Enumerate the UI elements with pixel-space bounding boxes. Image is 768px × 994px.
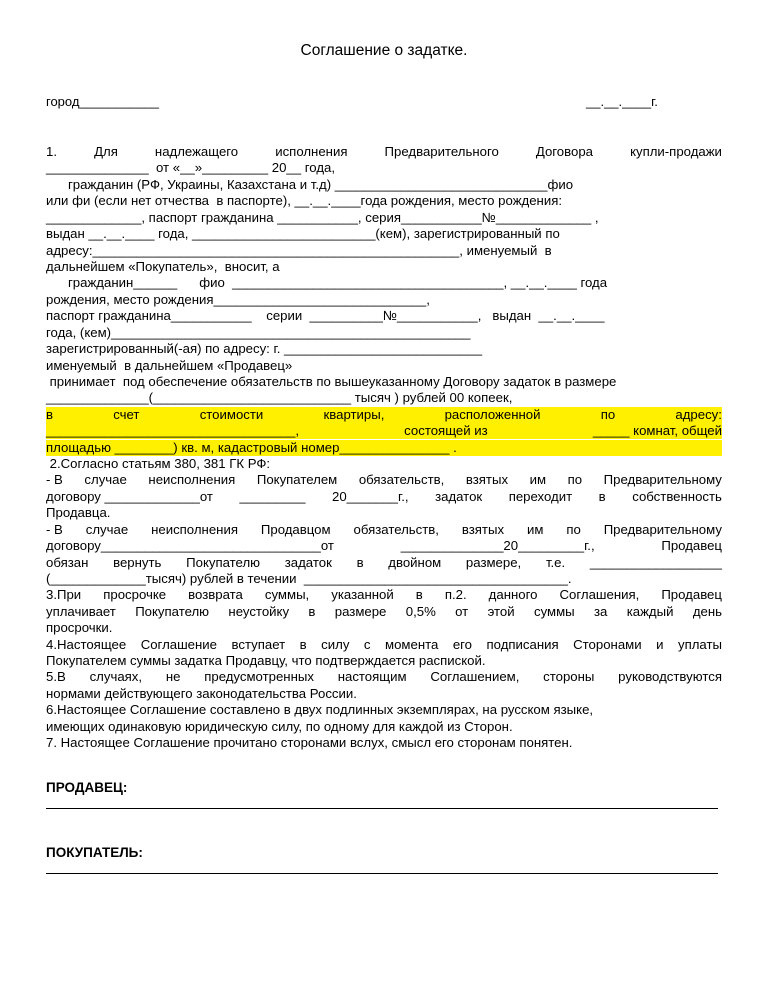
line-word: случае — [84, 472, 127, 488]
line-word: неустойку — [228, 603, 290, 619]
agreement-line — [46, 193, 722, 209]
agreement-line — [46, 440, 722, 456]
line-text: Продавца. — [46, 505, 111, 521]
agreement-line — [46, 243, 722, 259]
agreement-line — [46, 390, 722, 406]
agreement-line — [46, 489, 722, 505]
line-word: случае — [85, 521, 129, 537]
line-word: Сторонами — [573, 636, 642, 652]
line-word: расположенной — [444, 406, 541, 422]
line-text: или фи (если нет отчества в паспорте), __.__.____года рождения, место рождения: — [46, 193, 563, 209]
line-word: 4.Настоящее — [46, 636, 127, 652]
agreement-line — [46, 210, 722, 226]
line-word: взятых — [461, 521, 505, 537]
agreement-line — [46, 735, 722, 751]
agreement-line — [46, 358, 722, 374]
line-word: т.е. — [545, 554, 566, 570]
line-word: обязательств, — [353, 521, 439, 537]
line-word: - В — [46, 472, 63, 488]
line-word: - В — [46, 521, 63, 537]
line-word: Предварительному — [603, 521, 722, 537]
line-word: им — [526, 521, 544, 537]
line-word: адресу: — [675, 406, 722, 422]
line-word: неисполнения — [148, 472, 236, 488]
line-word: стороны — [543, 669, 595, 685]
agreement-line — [46, 160, 722, 176]
line-word: 1. — [46, 144, 57, 159]
line-word: задаток — [435, 488, 483, 504]
agreement-line — [46, 719, 722, 735]
line-word: двойном — [388, 554, 442, 570]
line-word: в — [308, 603, 316, 619]
line-text: адресу:__________________________________________________, именуемый в — [46, 242, 552, 258]
agreement-line — [46, 374, 722, 390]
line-word: 3.При — [46, 587, 82, 603]
agreement-line — [46, 275, 722, 291]
agreement-line — [46, 669, 722, 685]
line-text: выдан __.__.____ года, _________________________(кем), зарегистрированный по — [46, 226, 560, 242]
line-text: 6.Настоящее Соглашение составлено в двух подлинных экземплярах, на русском языке, — [46, 702, 594, 718]
line-text: дальнейшем «Покупатель», вносит, а — [46, 258, 280, 274]
line-word: момента — [385, 636, 439, 652]
line-text: нормами действующего законодательства России. — [46, 685, 357, 701]
line-word: подписания — [486, 636, 559, 652]
line-word: Покупателем — [256, 472, 338, 488]
line-word: купли-продажи — [630, 144, 722, 159]
line-word: 20_______г., — [332, 488, 409, 504]
line-text: паспорт гражданина___________ серии __________№___________, выдан __.__.____ — [46, 308, 605, 324]
line-word: вернуть — [113, 554, 162, 570]
line-text: имеющих одинаковую юридическую силу, по одному для каждой из Сторон. — [46, 718, 513, 734]
line-word: задаток — [284, 554, 332, 570]
line-text: площадью ________) кв. м, кадастровый номер_______________ . — [46, 439, 457, 455]
line-word: Договора — [535, 144, 594, 159]
line-word: суммы — [533, 603, 575, 619]
line-word: предусмотренных — [204, 669, 314, 685]
line-word: Соглашения, — [559, 587, 640, 603]
line-word: им — [529, 472, 547, 488]
line-word: указанной — [331, 587, 394, 603]
agreement-line — [46, 686, 722, 702]
line-word: договору _____________от — [46, 488, 213, 504]
line-word: суммы, — [264, 587, 310, 603]
line-word: в — [46, 406, 54, 422]
line-word: и — [656, 636, 664, 652]
line-word: исполнения — [275, 144, 348, 159]
line-text: (_____________тысяч) рублей в течении ____________________________________. — [46, 570, 572, 586]
line-word: договору______________________________от — [46, 538, 334, 554]
line-word: стоимости — [199, 406, 264, 422]
line-word: руководствуются — [618, 669, 722, 685]
line-text: ______________(___________________________ тысяч ) рублей 00 копеек, — [46, 390, 513, 406]
agreement-line — [46, 637, 722, 653]
line-word: размере — [334, 603, 387, 619]
document-title: Соглашение о задатке. — [300, 42, 468, 59]
line-word: счет — [113, 406, 140, 422]
line-word: с — [363, 636, 371, 652]
line-word: 5.В — [46, 669, 66, 685]
line-word: надлежащего — [154, 144, 239, 159]
agreement-line — [46, 325, 722, 341]
agreement-line — [46, 571, 722, 587]
line-word: обязан — [46, 554, 89, 570]
line-word: _____ комнат, общей — [592, 423, 722, 439]
line-word: Соглашением, — [430, 669, 520, 685]
agreement-line — [46, 407, 722, 423]
line-word: переходит — [508, 488, 573, 504]
line-word: по — [600, 406, 616, 422]
line-word: п.2. — [444, 587, 467, 603]
buyer-signature-line — [46, 873, 718, 874]
line-word: Предварительному — [603, 472, 722, 488]
line-word: по — [567, 472, 583, 488]
line-text: 7. Настоящее Соглашение прочитано сторонами вслух, смысл его сторонам понятен. — [46, 735, 573, 751]
line-text: года, (кем)_________________________________________________ — [46, 324, 471, 340]
line-word: Предварительного — [384, 144, 499, 159]
line-text: рождения, место рождения_____________________________, — [46, 291, 430, 307]
line-word: ______________20_________г., — [400, 538, 595, 554]
line-word: в — [356, 554, 364, 570]
line-word: Продавцом — [260, 521, 331, 537]
line-word: __________________ — [589, 554, 722, 570]
line-word: неисполнения — [151, 521, 238, 537]
line-word: не — [165, 669, 181, 685]
agreement-line — [46, 259, 722, 275]
line-word: собственность — [632, 488, 722, 504]
line-word: _________ — [239, 488, 306, 504]
agreement-line — [46, 292, 722, 308]
agreement-line — [46, 423, 722, 439]
agreement-line — [46, 522, 722, 538]
agreement-line — [46, 555, 722, 571]
line-word: от — [455, 603, 469, 619]
line-word: каждый — [626, 603, 674, 619]
line-text: принимает под обеспечение обязательств по вышеуказанному Договору задаток в размере — [46, 373, 617, 389]
agreement-line — [46, 587, 722, 603]
line-word: настоящим — [337, 669, 407, 685]
line-word: этой — [487, 603, 515, 619]
line-word: его — [452, 636, 473, 652]
line-text: гражданин______ фио _____________________________________, __.__.____ года — [46, 275, 608, 291]
seller-label: ПРОДАВЕЦ: — [46, 780, 128, 795]
agreement-line — [46, 177, 722, 193]
line-word: данного — [488, 587, 538, 603]
line-word: уплаты — [677, 636, 722, 652]
line-word: в — [415, 587, 423, 603]
line-text: зарегистрированный(-ая) по адресу: г. ___________________________ — [46, 341, 483, 356]
line-text: _____________, паспорт гражданина ___________, серия___________№_____________ , — [46, 209, 599, 225]
line-text: 2.Согласно статьям 380, 381 ГК РФ: — [46, 456, 271, 471]
line-word: __________________________________, — [46, 423, 300, 439]
line-word: возврата — [188, 587, 243, 603]
line-word: просрочке — [103, 587, 167, 603]
line-text: просрочки. — [46, 620, 113, 636]
line-word: 0,5% — [405, 603, 436, 619]
line-word: в — [299, 636, 307, 652]
line-word: за — [593, 603, 608, 619]
agreement-line — [46, 144, 722, 160]
agreement-line — [46, 456, 722, 472]
agreement-line — [46, 702, 722, 718]
line-word: Соглашение — [140, 636, 217, 652]
line-word: в — [598, 488, 606, 504]
line-word: Продавец — [661, 538, 722, 554]
line-word: квартиры, — [323, 406, 385, 422]
line-word: Покупателю — [135, 603, 210, 619]
date-field: __.__.____г. — [586, 94, 658, 109]
line-word: обязательств, — [358, 472, 445, 488]
agreement-line — [46, 505, 722, 521]
line-word: Продавец — [661, 587, 722, 603]
line-text: Покупателем суммы задатка Продавцу, что подтверждается распиской. — [46, 653, 486, 668]
agreement-line — [46, 653, 722, 669]
buyer-label: ПОКУПАТЕЛЬ: — [46, 845, 143, 860]
line-word: уплачивает — [46, 603, 116, 619]
line-text: именуемый в дальнейшем «Продавец» — [46, 357, 293, 373]
line-word: Покупателю — [186, 554, 261, 570]
line-word: случаях, — [89, 669, 143, 685]
line-text: ______________ от «__»_________ 20__ года, — [46, 160, 336, 176]
line-word: силу — [321, 636, 350, 652]
agreement-line — [46, 341, 722, 357]
line-word: размере, — [465, 554, 522, 570]
line-word: Для — [94, 144, 118, 159]
agreement-line — [46, 472, 722, 488]
agreement-line — [46, 538, 722, 554]
line-word: по — [566, 521, 581, 537]
line-word: день — [692, 603, 722, 619]
agreement-line — [46, 308, 722, 324]
agreement-line — [46, 226, 722, 242]
line-word: состоящей из — [404, 423, 488, 439]
line-word: вступает — [231, 636, 286, 652]
city-field: город___________ — [46, 94, 159, 109]
line-word: взятых — [465, 472, 509, 488]
seller-signature-line — [46, 808, 718, 809]
agreement-line — [46, 620, 722, 636]
agreement-line — [46, 604, 722, 620]
line-text: гражданин (РФ, Украины, Казахстана и т.д) _____________________________фио — [46, 176, 574, 192]
